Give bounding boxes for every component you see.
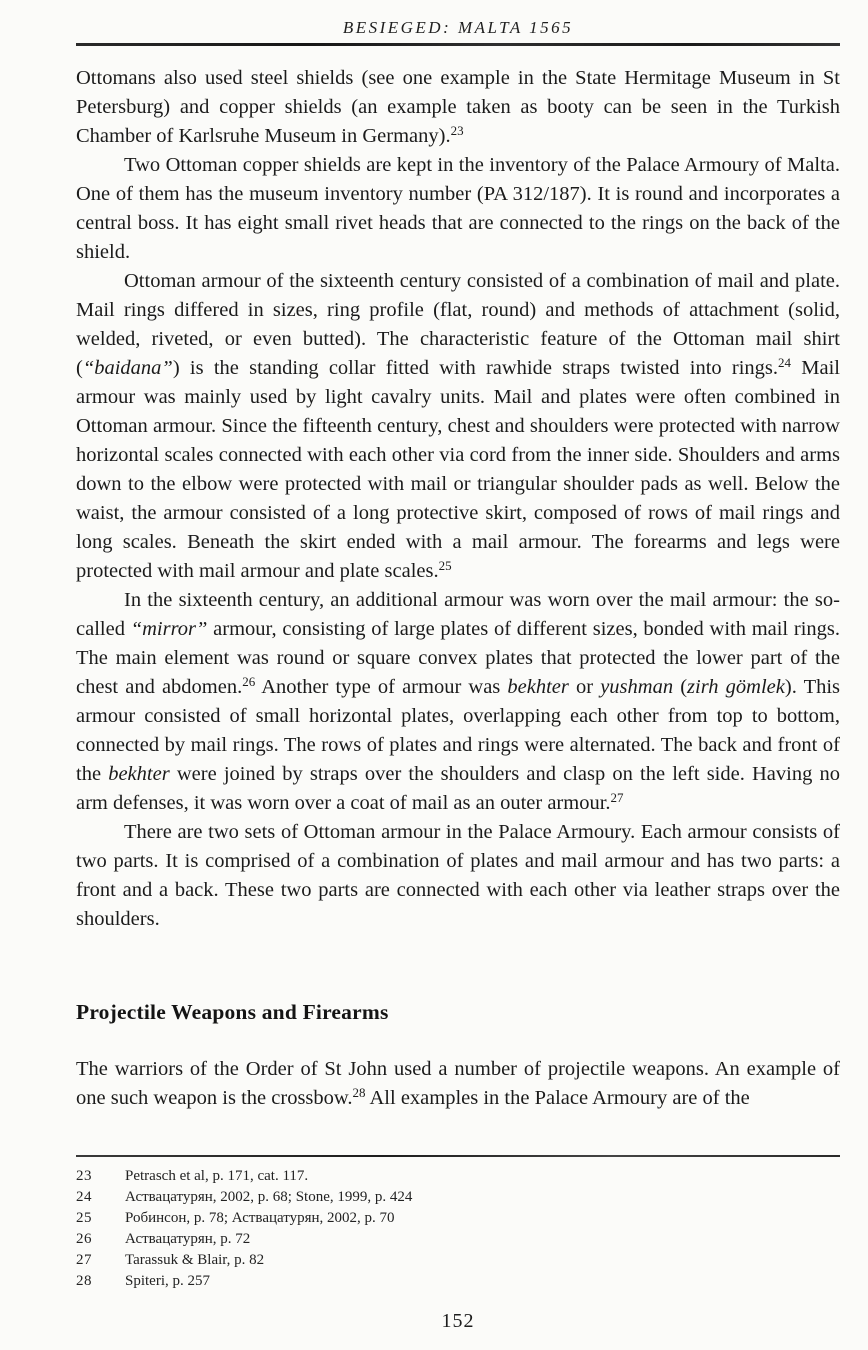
footnote-number: 27 xyxy=(76,1252,92,1268)
footnote-text: Аствацатурян, 2002, p. 68; Stone, 1999, p. 424 xyxy=(125,1189,413,1205)
page-header xyxy=(76,18,840,46)
footnote-number: 23 xyxy=(76,1168,92,1184)
header-rule xyxy=(76,43,840,46)
page-footer xyxy=(76,1310,840,1333)
footnote-text: Petrasch et al, p. 171, cat. 117. xyxy=(125,1168,309,1184)
paragraph-mirror-armour: In the sixteenth century, an additional armour was worn over the mail armour: the so-called “mirror” armour, consisting of large plates of different sizes, bonded with mail rings. The main element was round or square convex plates that protected the lower part of the chest and abdomen.$^{26}$ Another type of armour was bekhter or yushman (zirh gömlek). This armour consisted of small horizontal plates, overlapping each other from top to bottom, connected by mail rings. The rows of plates and rings were alternated. The back and front of the bekhter were joined by straps over the shoulders and clasp on the left side. Having no arm defenses, it was worn over a coat of mail as an outer armour.$^{27}$ xyxy=(76,589,841,814)
paragraph-projectile-weapons: The warriors of the Order of St John used a number of projectile weapons. An example of one such weapon is the crossbow.$^{28}$ All examples in the Palace Armoury are of the xyxy=(76,1058,840,1109)
footnote xyxy=(76,1166,840,1187)
footnote-number: 25 xyxy=(76,1210,92,1226)
footnote-number: 28 xyxy=(76,1273,92,1289)
footnotes-list xyxy=(76,1166,840,1292)
paragraph-two-sets-armour: There are two sets of Ottoman armour in the Palace Armoury. Each armour consists of two parts. It is comprised of a combination of plates and mail armour and has two parts: a front and a back. These two parts are connected with each other via leather straps over the shoulders. xyxy=(76,821,840,930)
footnote-text: Spiteri, p. 257 xyxy=(125,1273,210,1289)
footnote-text: Tarassuk & Blair, p. 82 xyxy=(125,1252,265,1268)
footnote-number: 26 xyxy=(76,1231,92,1247)
paragraph-ottoman-armour: Ottoman armour of the sixteenth century consisted of a combination of mail and plate. Mail rings differed in sizes, ring profile (flat, round) and methods of attachment (solid, welded, riveted, or even butted). The characteristic feature of the Ottoman mail shirt (“baidana”) is the standing collar fitted with rawhide straps twisted into rings.$^{24}$ Mail armour was mainly used by light cavalry units. Mail and plates were often combined in Ottoman armour. Since the fifteenth century, chest and shoulders were protected with narrow horizontal scales connected with each other via cord from the inner side. Shoulders and arms down to the elbow were protected with mail or triangular shoulder pads as well. Below the waist, the armour consisted of a long protective skirt, composed of rows of mail rings and long scales. Beneath the skirt ended with a mail armour. The forearms and legs were protected with mail armour and plate scales.$^{25}$ xyxy=(76,270,840,582)
page-body xyxy=(76,64,840,1113)
footnote xyxy=(76,1271,840,1292)
running-header-title: BESIEGED: MALTA 1565 xyxy=(342,18,574,37)
footnote xyxy=(76,1250,840,1271)
footnote-text: Робинсон, p. 78; Аствацатурян, 2002, p. 70 xyxy=(125,1210,395,1226)
footnote xyxy=(76,1208,840,1229)
paragraph-ottoman-shields: Ottomans also used steel shields (see one example in the State Hermitage Museum in St Petersburg) and copper shields (an example taken as booty can be seen in the Turkish Chamber of Karlsruhe Museum in Germany).$^{23}$ xyxy=(76,67,840,147)
footnote xyxy=(76,1187,840,1208)
page-number: 152 xyxy=(441,1310,475,1332)
footnote xyxy=(76,1229,840,1250)
footnote-separator-rule xyxy=(76,1155,840,1157)
section-heading: Projectile Weapons and Firearms xyxy=(76,1000,389,1024)
footnote-number: 24 xyxy=(76,1189,92,1205)
paragraph-copper-shields: Two Ottoman copper shields are kept in the inventory of the Palace Armoury of Malta. One of them has the museum inventory number (PA 312/187). It is round and incorporates a central boss. It has eight small rivet heads that are connected to the rings on the back of the shield. xyxy=(76,154,840,263)
footnote-text: Аствацатурян, p. 72 xyxy=(125,1231,251,1247)
